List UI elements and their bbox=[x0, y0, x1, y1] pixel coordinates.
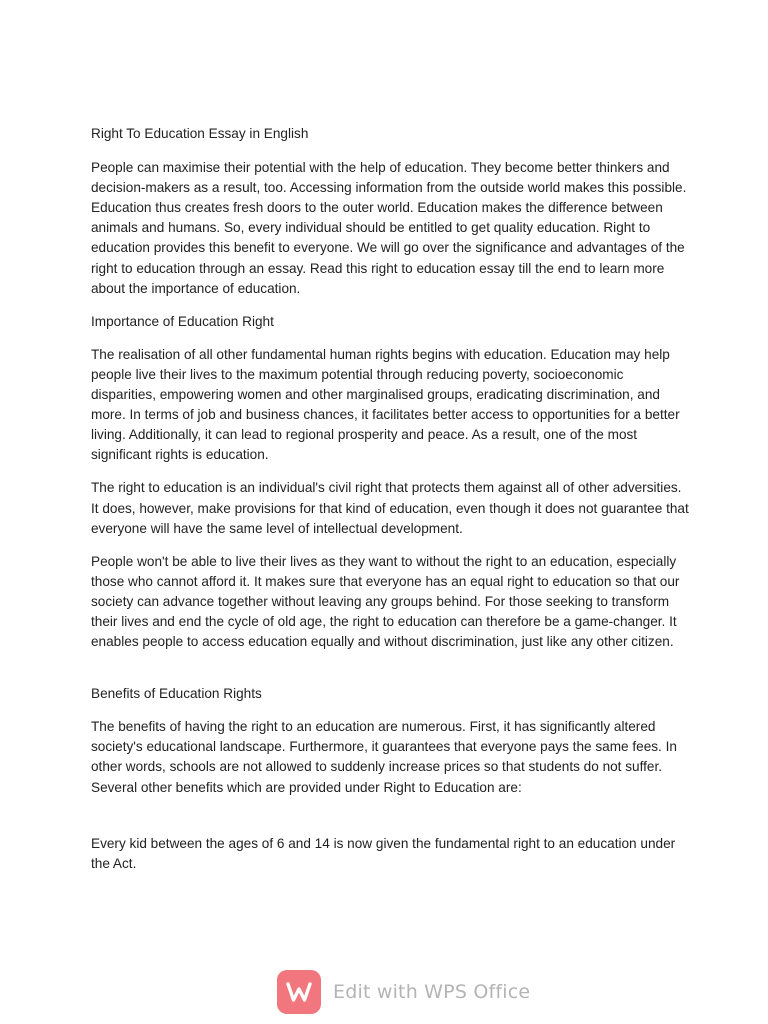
document-title: Right To Education Essay in English bbox=[91, 126, 309, 141]
intro-paragraph: People can maximise their potential with the help of education. They become better thinkers and decision-makers as a result, too. Accessing information from the outside world makes this possible. Education thus creates fresh doors to the outer world. Education makes the difference between animals and humans. So, every individual should be entitled to get quality education. Right to education provides this benefit to everyone. We will go over the significance and advantages of the right to education through an essay. Read this right to education essay till the end to learn more about the importance of education. bbox=[91, 160, 687, 296]
section-heading-importance: Importance of Education Right bbox=[91, 313, 274, 329]
section-heading-benefits: Benefits of Education Rights bbox=[91, 686, 262, 702]
benefits-paragraph-2: Every kid between the ages of 6 and 14 is now given the fundamental right to an education under the Act. bbox=[91, 835, 676, 871]
wps-office-logo-icon bbox=[277, 970, 321, 1014]
benefits-paragraph-1: The benefits of having the right to an education are numerous. First, it has significantly altered society's educational landscape. Furthermore, it guarantees that everyone pays the same fees. In other words, schools are not allowed to suddenly increase prices so that students do not suffer. Several other benefits which are provided under Right to Education are: bbox=[91, 719, 677, 795]
importance-paragraph-3: People won't be able to live their lives as they want to without the right to an education, especially those who cannot afford it. It makes sure that everyone has an equal right to education so that our society can advance together without leaving any groups behind. For those seeking to transform their lives and end the cycle of old age, the right to education can therefore be a game-changer. It enables people to access education equally and without discrimination, just like any other citizen. bbox=[91, 553, 680, 650]
document-body bbox=[91, 124, 691, 887]
importance-paragraph-2: The right to education is an individual's civil right that protects them against all of other adversities. It does, however, make provisions for that kind of education, even though it does not guarantee that everyone will have the same level of intellectual development. bbox=[91, 480, 689, 536]
wps-watermark[interactable] bbox=[277, 969, 530, 1015]
importance-paragraph-1: The realisation of all other fundamental human rights begins with education. Education may help people live their lives to the maximum potential through reducing poverty, socioeconomic disparities, empowering women and other marginalised groups, eradicating discrimination, and more. In terms of job and business chances, it facilitates better access to opportunities for a better living. Additionally, it can lead to regional prosperity and peace. As a result, one of the most significant rights is education. bbox=[91, 346, 680, 463]
watermark-text: Edit with WPS Office bbox=[333, 981, 531, 1003]
